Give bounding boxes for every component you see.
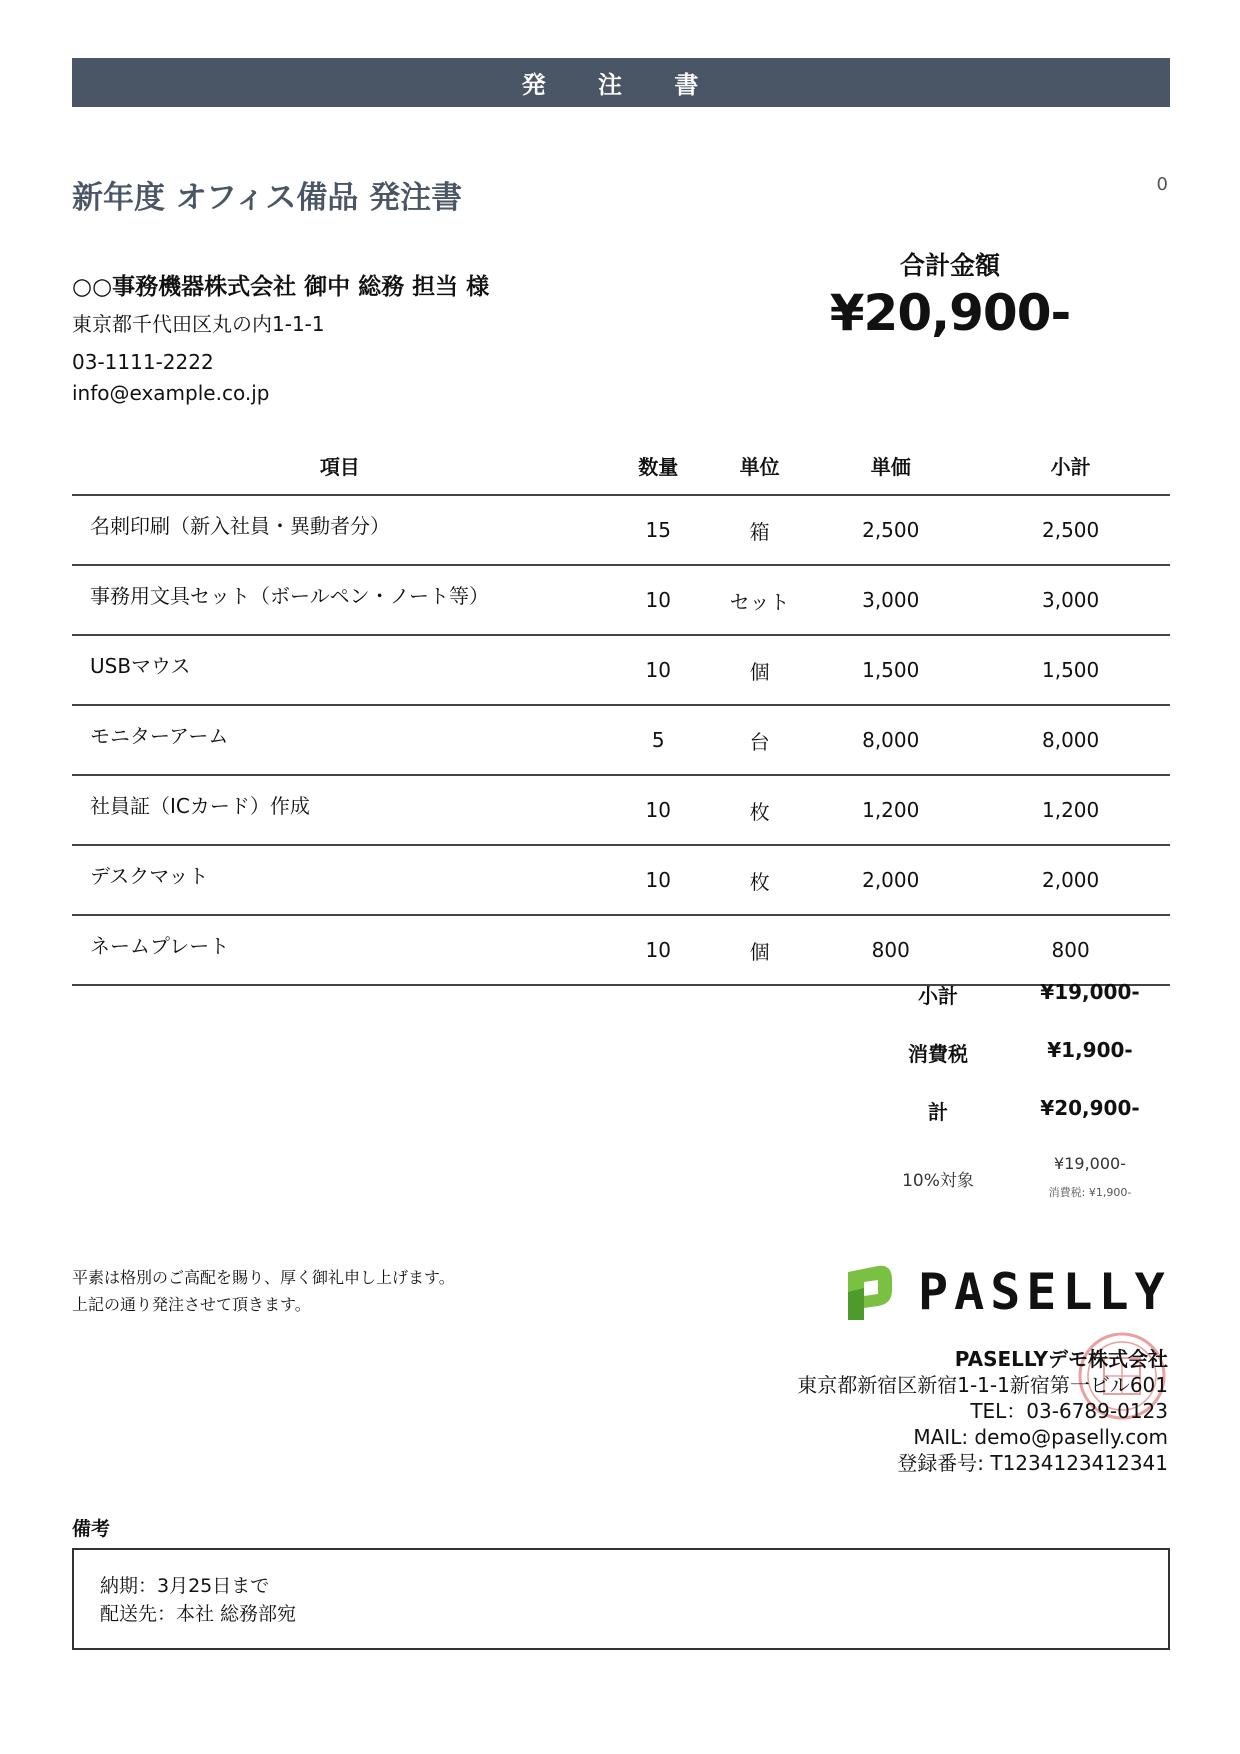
cell-item: 事務用文具セット（ボールペン・ノート等） [72, 565, 608, 635]
remarks-line: 納期：3月25日まで [100, 1575, 270, 1597]
remarks-line: 配送先：本社 総務部宛 [100, 1603, 297, 1625]
logo-text: PASELLY [918, 1263, 1171, 1321]
issuer-mail: MAIL: demo@paselly.com [913, 1425, 1168, 1449]
total-value: ¥20,900- [1040, 1096, 1140, 1120]
cell-unit: セット [709, 565, 810, 635]
cell-item: デスクマット [72, 845, 608, 915]
issuer-info [797, 1346, 1168, 1476]
issuer-name: PASELLYデモ株式会社 [954, 1347, 1168, 1371]
greeting-message [72, 1264, 455, 1318]
grand-total-value: ¥20,900- [829, 284, 1071, 342]
subtotal-value: ¥19,000- [1040, 980, 1140, 1004]
cell-item: 社員証（ICカード）作成 [72, 775, 608, 845]
cell-subtotal: 1,200 [971, 775, 1170, 845]
cell-quantity: 10 [608, 845, 709, 915]
recipient-address: 東京都千代田区丸の内1-1-1 [72, 312, 325, 336]
cell-subtotal: 8,000 [971, 705, 1170, 775]
cell-quantity: 10 [608, 915, 709, 985]
document-number: 0 [1156, 174, 1168, 195]
cell-unit: 枚 [709, 845, 810, 915]
header-subtotal: 小計 [971, 436, 1170, 495]
cell-unit-price: 1,500 [810, 635, 971, 705]
recipient-name: ○○事務機器株式会社 御中 総務 担当 様 [72, 274, 490, 300]
recipient-email: info@example.co.jp [72, 381, 270, 405]
header-item: 項目 [72, 436, 608, 495]
order-items-table [72, 436, 1170, 986]
cell-unit-price: 2,000 [810, 845, 971, 915]
cell-unit: 個 [709, 635, 810, 705]
header-unit-price: 単価 [810, 436, 971, 495]
cell-unit: 箱 [709, 495, 810, 565]
remarks-label: 備考 [72, 1518, 111, 1540]
table-row [72, 705, 1170, 775]
document-type-banner: 発 注 書 [72, 58, 1170, 107]
tax-value: ¥1,900- [1047, 1038, 1133, 1062]
issuer-tel: TEL：03-6789-0123 [970, 1399, 1168, 1423]
document-title: 新年度 オフィス備品 発注書 [72, 180, 463, 216]
cell-subtotal: 2,500 [971, 495, 1170, 565]
cell-item: 名刺印刷（新入社員・異動者分） [72, 495, 608, 565]
tax-label: 消費税 [908, 1042, 968, 1066]
cell-item: モニターアーム [72, 705, 608, 775]
remarks-box [72, 1548, 1170, 1650]
subtotal-label: 小計 [918, 984, 958, 1008]
issuer-address: 東京都新宿区新宿1-1-1新宿第一ビル601 [797, 1373, 1168, 1397]
greeting-line: 上記の通り発注させて頂きます。 [72, 1295, 311, 1314]
cell-unit-price: 800 [810, 915, 971, 985]
tax-target-tax: 消費税: ¥1,900- [1048, 1186, 1132, 1199]
cell-item: USBマウス [72, 635, 608, 705]
cell-unit-price: 8,000 [810, 705, 971, 775]
tax-target-base: ¥19,000- [1054, 1154, 1126, 1173]
table-row [72, 775, 1170, 845]
header-unit: 単位 [709, 436, 810, 495]
cell-unit-price: 2,500 [810, 495, 971, 565]
cell-unit: 枚 [709, 775, 810, 845]
total-label: 計 [928, 1100, 948, 1124]
table-header-row [72, 436, 1170, 495]
cell-unit-price: 1,200 [810, 775, 971, 845]
tax-target-label: 10%対象 [902, 1171, 974, 1191]
header-quantity: 数量 [608, 436, 709, 495]
cell-quantity: 10 [608, 635, 709, 705]
cell-unit-price: 3,000 [810, 565, 971, 635]
table-row [72, 495, 1170, 565]
table-row [72, 845, 1170, 915]
company-logo [840, 1262, 1170, 1322]
grand-total-box [790, 246, 1110, 342]
table-row [72, 915, 1170, 985]
cell-subtotal: 2,000 [971, 845, 1170, 915]
cell-unit: 個 [709, 915, 810, 985]
cell-quantity: 10 [608, 775, 709, 845]
cell-quantity: 5 [608, 705, 709, 775]
table-row [72, 565, 1170, 635]
recipient-phone: 03-1111-2222 [72, 350, 214, 374]
cell-subtotal: 3,000 [971, 565, 1170, 635]
cell-item: ネームプレート [72, 915, 608, 985]
table-row [72, 635, 1170, 705]
issuer-registration: 登録番号: T1234123412341 [897, 1451, 1168, 1475]
cell-subtotal: 800 [971, 915, 1170, 985]
cell-unit: 台 [709, 705, 810, 775]
cell-subtotal: 1,500 [971, 635, 1170, 705]
greeting-line: 平素は格別のご高配を賜り、厚く御礼申し上げます。 [72, 1268, 455, 1287]
grand-total-label: 合計金額 [899, 251, 1000, 280]
cell-quantity: 15 [608, 495, 709, 565]
cell-quantity: 10 [608, 565, 709, 635]
